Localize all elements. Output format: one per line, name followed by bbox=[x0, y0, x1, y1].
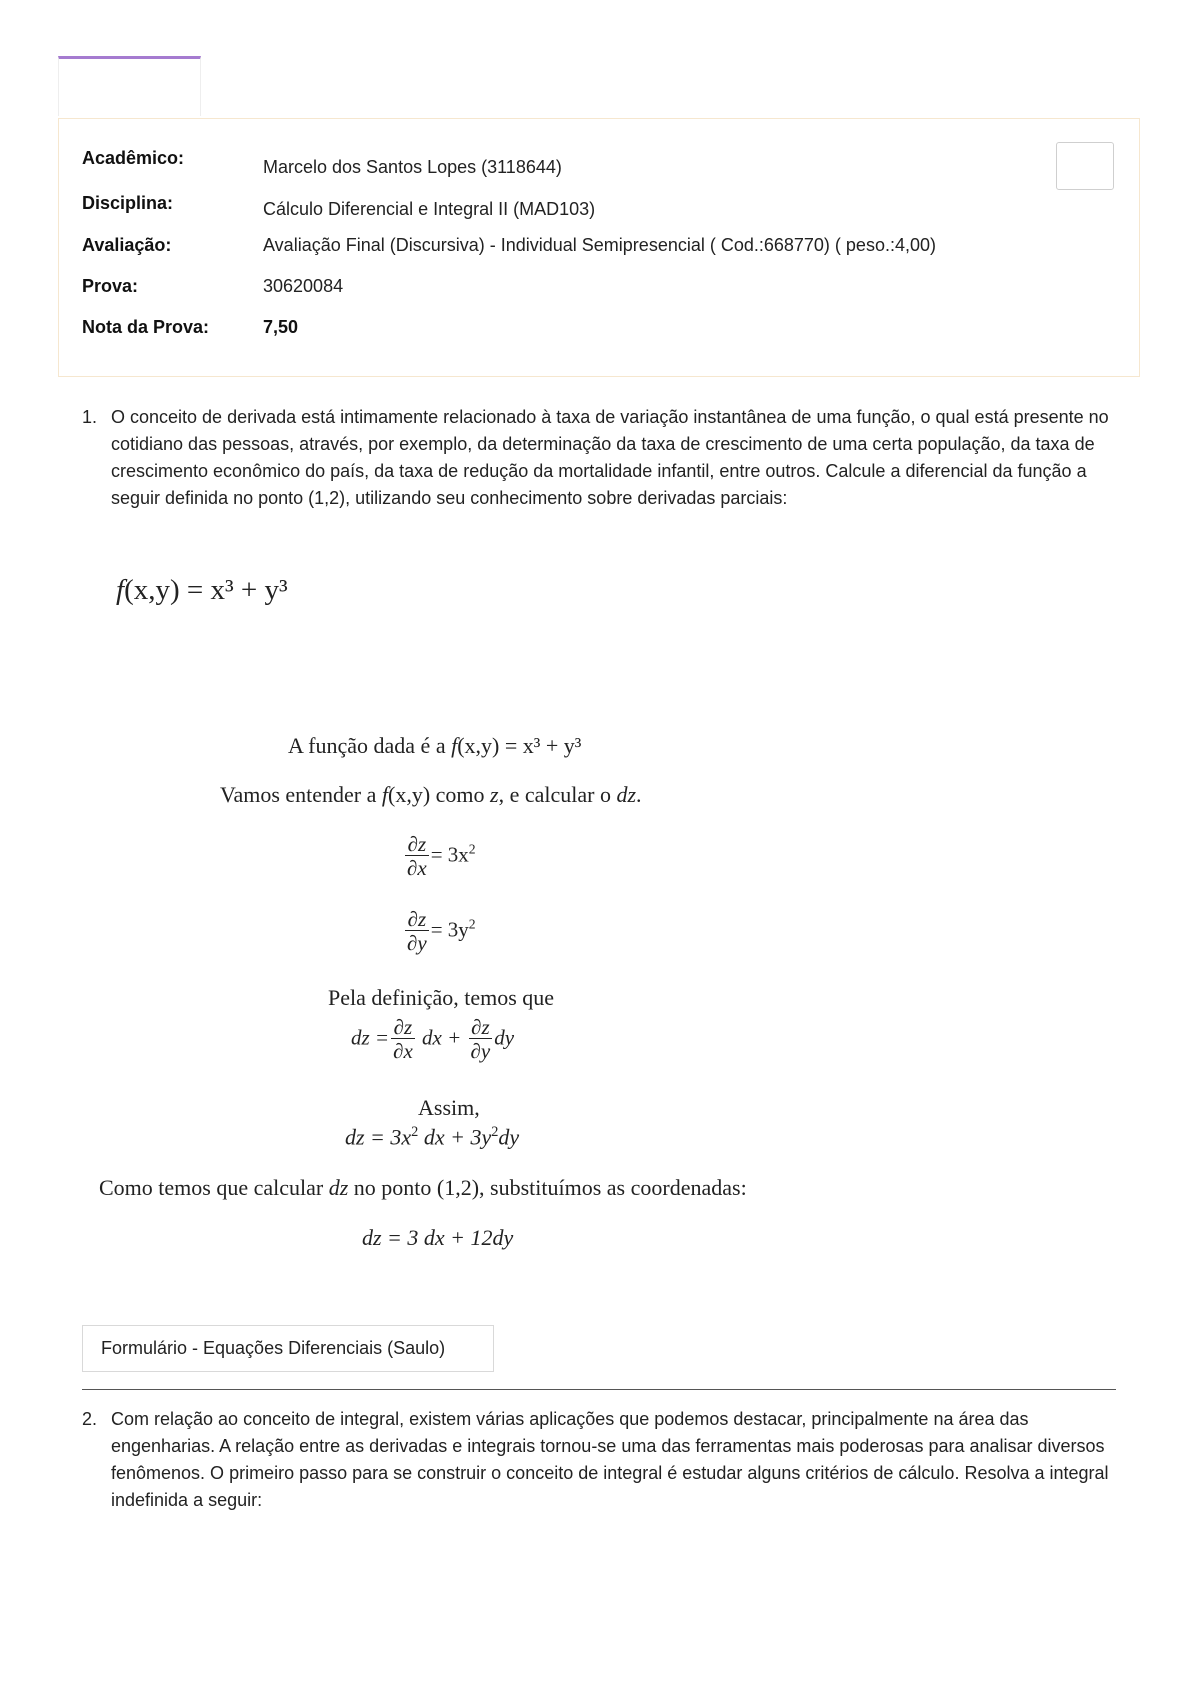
answer-line-2-end: . bbox=[636, 782, 642, 807]
evaluation-value: Avaliação Final (Discursiva) - Individual Semipresencial ( Cod.:668770) ( peso.:4,00) bbox=[263, 235, 936, 255]
assim-equation bbox=[345, 1124, 519, 1150]
question-text: O conceito de derivada está intimamente relacionado à taxa de variação instantânea de uma função, o qual está presente no cotidiano das pessoas, através, por exemplo, da determinação da taxa de crescimento de uma certa população, da taxa de crescimento econômico do país, da taxa de redução da mortalidade infantil, entre outros. Calcule a diferencial da função a seguir definida no ponto (1,2), utilizando seu conhecimento sobre derivadas parciais: bbox=[111, 407, 1109, 508]
partial-denominator: ∂y bbox=[407, 931, 427, 956]
answer-line-2-mid2: , e calcular o bbox=[498, 782, 617, 807]
substitute-prefix: Como temos que calcular bbox=[99, 1175, 329, 1200]
discipline-label: Disciplina: bbox=[82, 193, 174, 213]
definition-dy: dy bbox=[494, 1025, 515, 1050]
substitute-rest: no ponto (1,2), substituímos as coordenadas: bbox=[348, 1175, 747, 1200]
substitute-text bbox=[99, 1175, 747, 1201]
answer-line-1-f: f bbox=[451, 733, 458, 758]
partial-denominator: ∂y bbox=[470, 1039, 491, 1064]
answer-line-2 bbox=[220, 782, 642, 808]
answer-line-1-rest: (x,y) = x³ + y³ bbox=[457, 733, 582, 758]
assim-exponent-x: 2 bbox=[411, 1124, 419, 1140]
evaluation-label: Avaliação: bbox=[82, 235, 172, 255]
partial-y-equation bbox=[403, 908, 476, 955]
formulary-button[interactable]: Formulário - Equações Diferenciais (Saulo) bbox=[82, 1325, 494, 1372]
answer-line-2-mid: (x,y) como bbox=[388, 782, 491, 807]
partial-x-rhs: = 3x bbox=[430, 842, 469, 867]
partial-numerator: ∂z bbox=[391, 1016, 415, 1039]
question-formula bbox=[116, 574, 288, 607]
answer-line-1-prefix: A função dada é a bbox=[288, 733, 452, 758]
assim-part-a: dz = 3x bbox=[345, 1124, 412, 1150]
question-2 bbox=[82, 1406, 1117, 1518]
substitute-dz: dz bbox=[328, 1175, 349, 1200]
answer-line-2-z: z bbox=[490, 782, 499, 807]
grade-value: 7,50 bbox=[263, 317, 299, 337]
definition-fraction-y bbox=[469, 1016, 493, 1063]
formula-rest: (x,y) = x³ + y³ bbox=[124, 574, 288, 606]
final-equation bbox=[362, 1225, 513, 1251]
definition-text: Pela definição, temos que bbox=[328, 985, 555, 1010]
partial-x-equation bbox=[403, 833, 476, 880]
exam-value: 30620084 bbox=[263, 276, 344, 296]
answer-line-2-prefix: Vamos entender a bbox=[220, 782, 382, 807]
answer-line-2-dz: dz bbox=[616, 782, 637, 807]
final-equation-text: dz = 3 dx + 12dy bbox=[362, 1225, 514, 1250]
assim-exponent-y: 2 bbox=[491, 1124, 499, 1140]
grade-label: Nota da Prova: bbox=[82, 317, 210, 337]
answer-line-1 bbox=[288, 733, 581, 759]
discipline-value: Cálculo Diferencial e Integral II (MAD103) bbox=[263, 199, 596, 219]
partial-x-fraction bbox=[405, 833, 429, 880]
question-text: Com relação ao conceito de integral, existem várias aplicações que podemos destacar, principalmente na área das engenharias. A relação entre as derivadas e integrais tornou-se uma das ferramentas mais poderosas para analisar diversos fenômenos. O primeiro passo para se construir o conceito de integral é estudar alguns critérios de cálculo. Resolva a integral indefinida a seguir: bbox=[111, 1409, 1109, 1510]
partial-numerator: ∂z bbox=[405, 908, 429, 931]
partial-y-fraction bbox=[405, 908, 429, 955]
section-divider bbox=[82, 1389, 1116, 1390]
assim-part-b: dx + 3y bbox=[418, 1124, 492, 1150]
partial-y-rhs: = 3y bbox=[430, 917, 469, 942]
definition-dx: dx + bbox=[422, 1025, 462, 1050]
partial-y-exponent: 2 bbox=[468, 916, 476, 932]
formula-f: f bbox=[116, 574, 125, 606]
exam-label: Prova: bbox=[82, 276, 139, 296]
assim-text: Assim, bbox=[418, 1095, 480, 1120]
question-number: 2. bbox=[82, 1409, 98, 1429]
corner-box bbox=[1056, 142, 1114, 190]
partial-x-exponent: 2 bbox=[468, 841, 476, 857]
academic-label: Acadêmico: bbox=[82, 148, 185, 168]
academic-value: Marcelo dos Santos Lopes (3118644) bbox=[263, 157, 562, 177]
partial-numerator: ∂z bbox=[405, 833, 429, 856]
definition-equation bbox=[351, 1016, 514, 1063]
definition-lhs: dz = bbox=[351, 1025, 390, 1050]
question-1 bbox=[82, 404, 1117, 544]
tab-stub bbox=[58, 56, 201, 116]
partial-denominator: ∂x bbox=[393, 1039, 413, 1064]
answer-line-2-f: f bbox=[381, 782, 389, 807]
assim-part-c: dy bbox=[498, 1124, 520, 1150]
partial-denominator: ∂x bbox=[407, 856, 427, 881]
definition-fraction-x bbox=[391, 1016, 415, 1063]
question-number: 1. bbox=[82, 407, 98, 427]
partial-numerator: ∂z bbox=[469, 1016, 493, 1039]
